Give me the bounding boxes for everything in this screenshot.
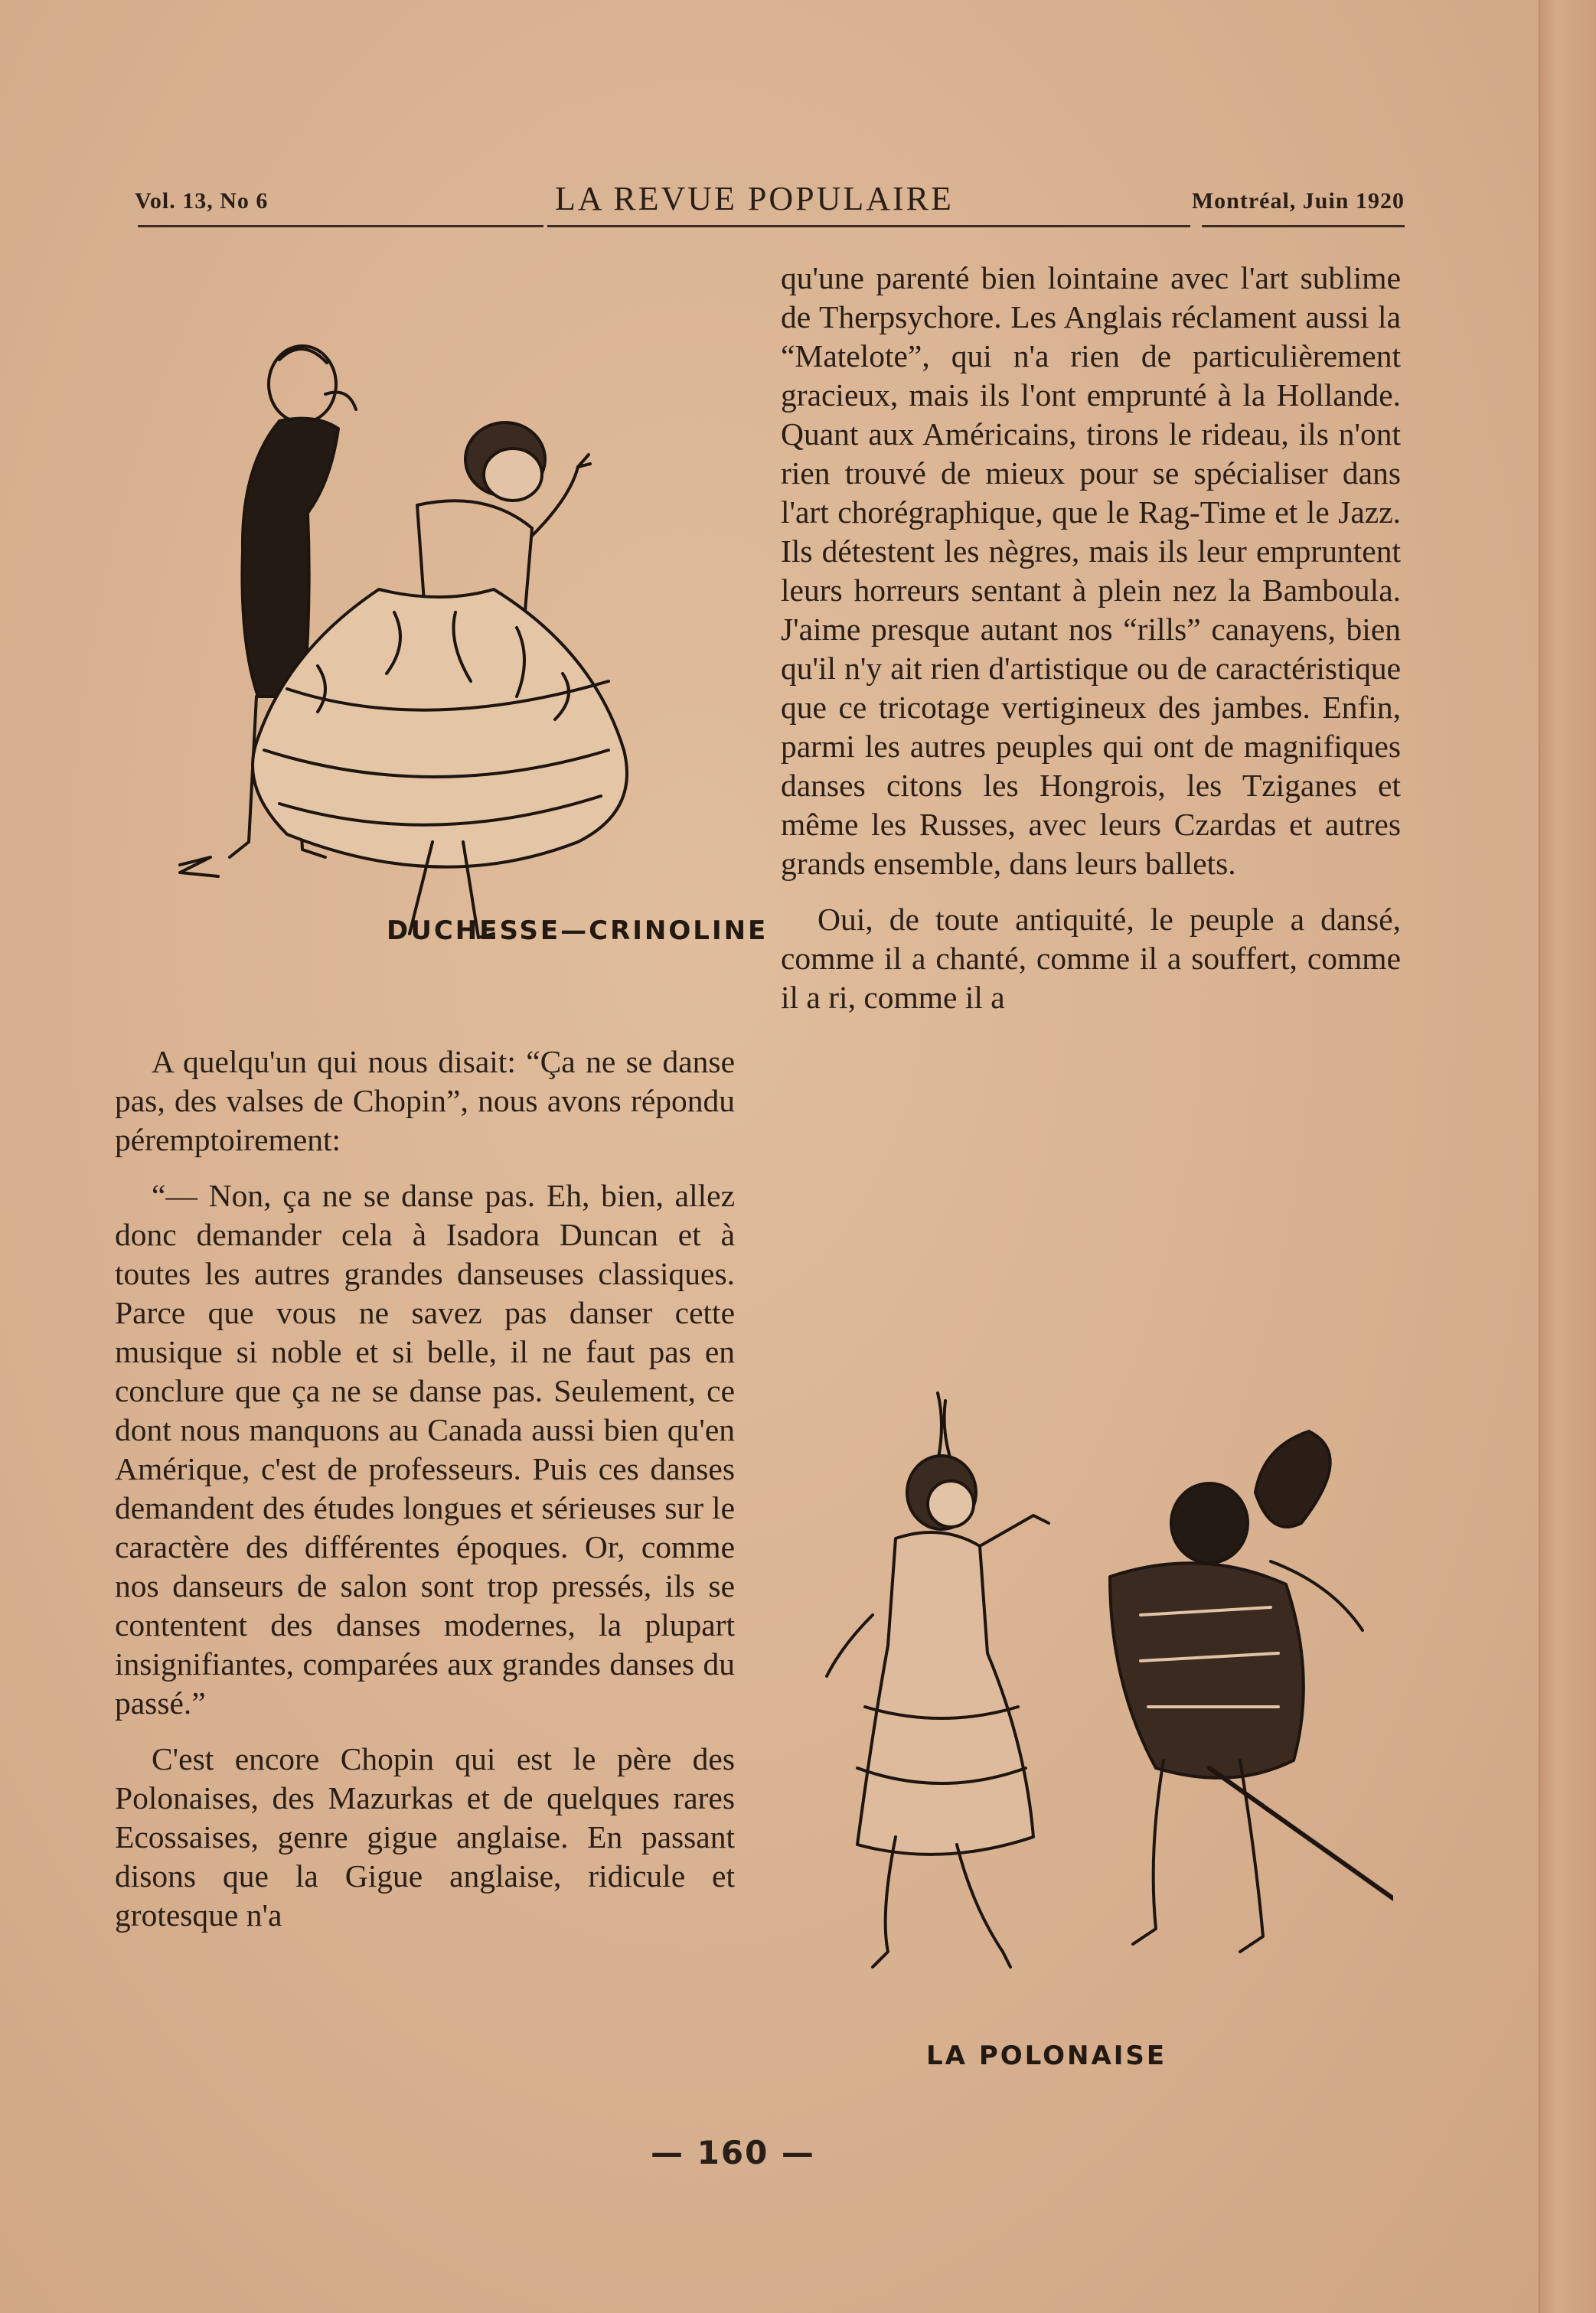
illustration-caption: LA POLONAISE [926, 2041, 1167, 2071]
illustration-caption: DUCHESSE—CRINOLINE [387, 915, 769, 946]
page-header [130, 178, 1405, 231]
header-rule [1202, 225, 1405, 227]
paragraph: “— Non, ça ne se danse pas. Eh, bien, allez donc demander cela à Isadora Duncan et à toutes les autres grandes danseuses classiques. Parce que vous ne savez pas danser cette musique si noble et si belle, il ne faut pas en conclure que ça ne se danse pas. Seulement, ce dont nous manquons au Canada aussi bien qu'en Amérique, c'est de professeurs. Puis ces danses demandent des études longues et sérieuses sur le caractère des différentes époques. Or, comme nos danseurs de salon sont trop pressés, ils se contentent des danses modernes, la plupart insignifiantes, comparées aux grandes danses du passé.” [115, 1178, 735, 1721]
paragraph: Oui, de toute antiquité, le peuple a dansé, comme il a chanté, comme il a souffert, comme il a ri, comme il a [781, 902, 1401, 1015]
magazine-title: LA REVUE POPULAIRE [555, 180, 954, 217]
text-column-left [115, 1042, 735, 1952]
page-number: — 160 — [651, 2134, 815, 2171]
text-column-right [781, 259, 1401, 1034]
header-rule [138, 225, 543, 227]
paragraph: A quelqu'un qui nous disait: “Ça ne se danse pas, des valses de Chopin”, nous avons répondu péremptoirement: [115, 1044, 735, 1157]
dancing-couple-crinoline-icon [165, 337, 746, 949]
page-edge [1539, 0, 1596, 2313]
polonaise-dancers-icon [781, 1385, 1393, 2013]
paragraph: qu'une parenté bien lointaine avec l'art sublime de Therpsychore. Les Anglais réclament aussi la “Matelote”, qui n'a rien de particulièrement gracieux, mais ils l'ont emprunté à la Hollande. Quant aux Américains, tirons le rideau, ils n'ont rien trouvé de mieux pour se spécialiser dans l'art chorégraphique, que le Rag-Time et le Jazz. Ils détestent les nègres, mais ils leur empruntent leurs horreurs sentant à plein nez la Bamboula. J'aime presque autant nos “rills” canayens, bien qu'il n'y ait rien d'artistique ou de caractéristique que ce tricotage vertigineux des jambes. Enfin, parmi les autres peuples qui ont de magnifiques danses citons les Hongrois, les Tziganes et même les Russes, avec leurs Czardas et autres grands ensemble, dans leurs ballets. [781, 260, 1401, 881]
volume-issue: Vol. 13, No 6 [135, 188, 269, 214]
header-rule [547, 225, 1190, 227]
place-date: Montréal, Juin 1920 [1191, 188, 1405, 214]
paragraph: C'est encore Chopin qui est le père des Polonaises, des Mazurkas et de quelques rares Ecossaises, genre gigue anglaise. En passant disons que la Gigue anglaise, ridicule et grotesque n'a [115, 1741, 735, 1933]
